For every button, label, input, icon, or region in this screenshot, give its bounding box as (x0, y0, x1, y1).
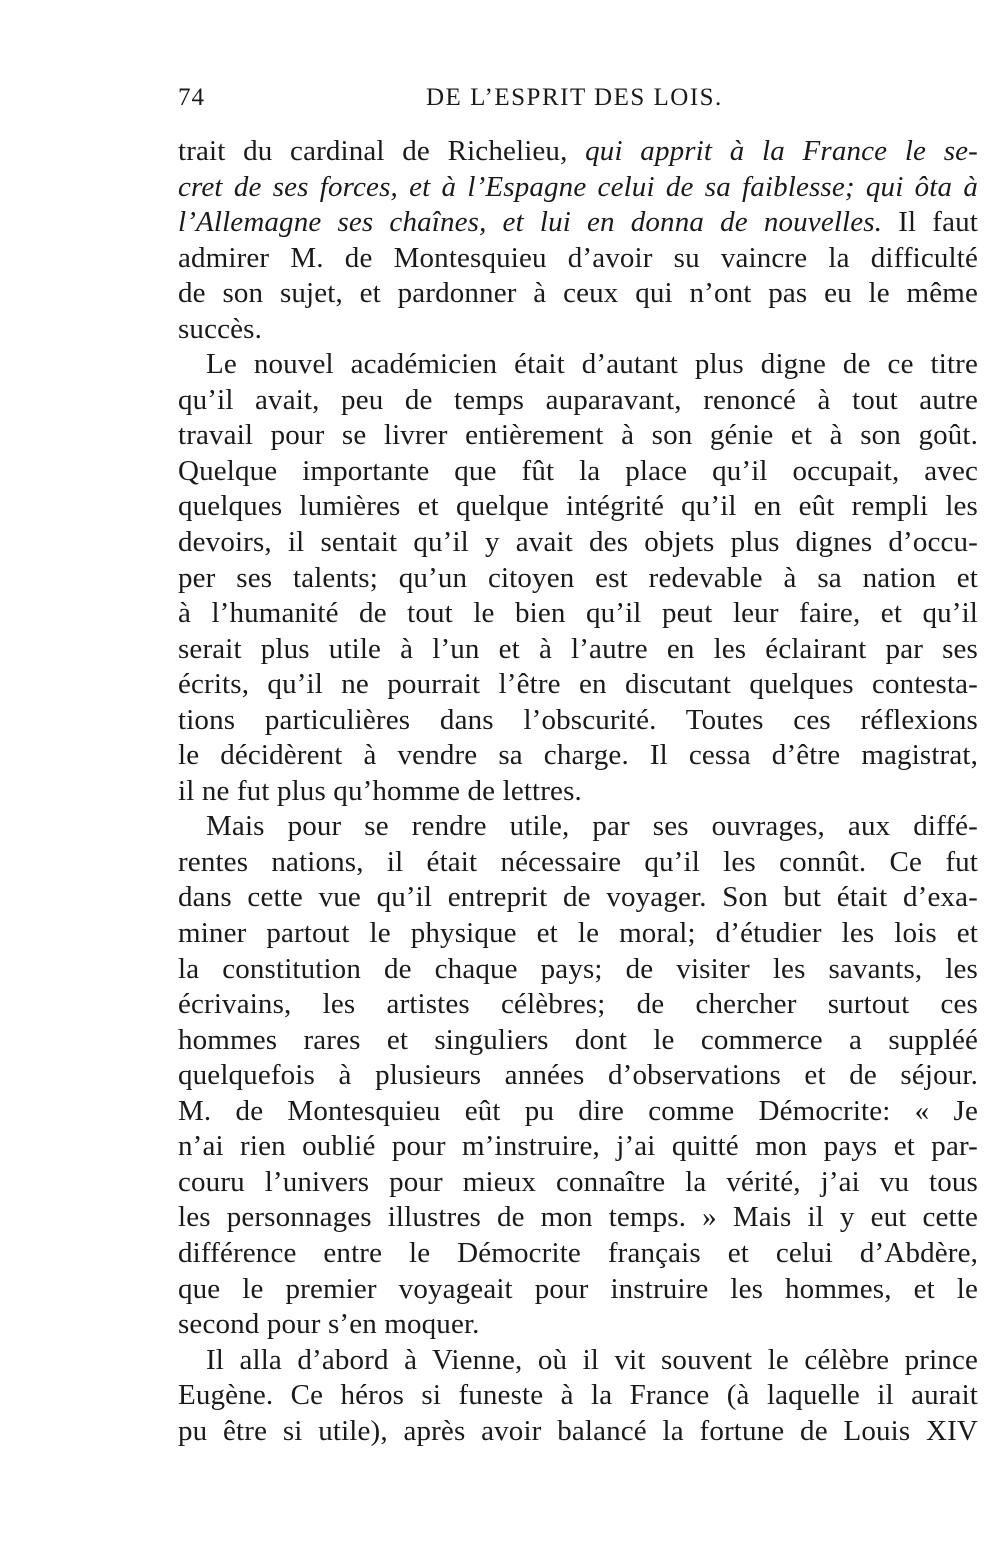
text-line (178, 596, 978, 632)
text-segment: qu’il avait, peu de temps auparavant, renoncé à tout autre (178, 383, 978, 416)
text-line (178, 347, 978, 383)
text-line (178, 241, 978, 277)
text-line (178, 418, 978, 454)
text-segment: trait du cardinal de Richelieu, (178, 135, 586, 167)
body-text (178, 134, 978, 1449)
text-line (178, 774, 978, 810)
text-line (178, 489, 978, 525)
text-line (178, 134, 978, 170)
text-segment: hommes rares et singuliers dont le commerce a suppléé (178, 1023, 978, 1056)
text-segment: Il alla d’abord à Vienne, où il vit souvent le célèbre prince (206, 1343, 978, 1376)
text-segment: Quelque importante que fût la place qu’il occupait, avec (178, 454, 978, 487)
text-segment: Eugène. Ce héros si funeste à la France (à laquelle il aurait (178, 1379, 978, 1412)
text-line (178, 952, 978, 988)
text-segment: de son sujet, et pardonner à ceux qui n’ont pas eu le même (178, 277, 978, 310)
text-segment: succès. (178, 312, 262, 345)
text-segment: serait plus utile à l’un et à l’autre en les éclairant par ses (178, 632, 978, 665)
text-segment: Il faut (882, 206, 978, 239)
text-line (178, 312, 978, 348)
text-segment: les personnages illustres de mon temps. » Mais il y eut cette (178, 1201, 978, 1234)
text-line (178, 454, 978, 490)
text-segment: couru l’univers pour mieux connaître la vérité, j’ai vu tous (178, 1165, 978, 1198)
text-line (178, 205, 978, 241)
text-segment: le décidèrent à vendre sa charge. Il cessa d’être magistrat, (178, 739, 978, 772)
text-line (178, 1414, 978, 1450)
running-title: DE L’ESPRIT DES LOIS. (426, 84, 723, 111)
italic-text-segment: l’Allemagne ses chaînes, et lui en donna de nouvelles. (178, 206, 883, 239)
text-line (178, 525, 978, 561)
text-line (178, 809, 978, 845)
text-line (178, 170, 978, 206)
text-segment: dans cette vue qu’il entreprit de voyager. Son but était d’exa- (178, 881, 978, 914)
text-segment: travail pour se livrer entièrement à son génie et à son goût. (178, 419, 978, 452)
text-segment: différence entre le Démocrite français et celui d’Abdère, (178, 1236, 978, 1269)
text-line (178, 1343, 978, 1379)
text-segment: écrivains, les artistes célèbres; de chercher surtout ces (178, 988, 978, 1021)
page-number: 74 (178, 84, 205, 111)
text-line (178, 1058, 978, 1094)
text-line (178, 561, 978, 597)
text-segment: tions particulières dans l’obscurité. Toutes ces réflexions (178, 703, 978, 736)
text-line (178, 738, 978, 774)
text-line (178, 383, 978, 419)
running-head (178, 84, 968, 118)
text-line (178, 276, 978, 312)
text-line (178, 1094, 978, 1130)
text-line (178, 880, 978, 916)
text-line (178, 1307, 978, 1343)
text-line (178, 667, 978, 703)
text-segment: n’ai rien oublié pour m’instruire, j’ai quitté mon pays et par- (178, 1130, 978, 1163)
text-line (178, 1236, 978, 1272)
text-segment: M. de Montesquieu eût pu dire comme Démocrite: « Je (178, 1094, 978, 1127)
text-line (178, 845, 978, 881)
text-segment: à l’humanité de tout le bien qu’il peut leur faire, et qu’il (178, 597, 978, 630)
text-segment: la constitution de chaque pays; de visiter les savants, les (178, 952, 978, 985)
text-segment: per ses talents; qu’un citoyen est redevable à sa nation et (178, 561, 978, 594)
text-line (178, 987, 978, 1023)
text-segment: pu être si utile), après avoir balancé la fortune de Louis XIV (178, 1414, 978, 1447)
text-line (178, 1129, 978, 1165)
text-segment: il ne fut plus qu’homme de lettres. (178, 774, 582, 807)
text-segment: Mais pour se rendre utile, par ses ouvrages, aux diffé- (206, 810, 978, 843)
text-line (178, 703, 978, 739)
text-segment: quelques lumières et quelque intégrité qu’il en eût rempli les (178, 490, 978, 523)
text-line (178, 916, 978, 952)
italic-text-segment: cret de ses forces, et à l’Espagne celui de sa faiblesse; qui ôta à (178, 170, 978, 203)
text-line (178, 1200, 978, 1236)
text-segment: écrits, qu’il ne pourrait l’être en discutant quelques contesta- (178, 668, 978, 701)
text-segment: Le nouvel académicien était d’autant plus digne de ce titre (206, 348, 978, 381)
text-segment: rentes nations, il était nécessaire qu’il les connût. Ce fut (178, 845, 978, 878)
text-line (178, 632, 978, 668)
text-segment: que le premier voyageait pour instruire les hommes, et le (178, 1272, 978, 1305)
text-line (178, 1378, 978, 1414)
text-line (178, 1023, 978, 1059)
text-segment: second pour s’en moquer. (178, 1308, 480, 1341)
text-line (178, 1272, 978, 1308)
text-segment: quelquefois à plusieurs années d’observations et de séjour. (178, 1059, 978, 1092)
text-segment: admirer M. de Montesquieu d’avoir su vaincre la difficulté (178, 241, 978, 274)
text-segment: devoirs, il sentait qu’il y avait des objets plus dignes d’occu- (178, 526, 978, 559)
text-line (178, 1165, 978, 1201)
italic-text-segment: qui apprit à la France le se- (585, 135, 978, 167)
text-segment: miner partout le physique et le moral; d’étudier les lois et (178, 917, 978, 950)
